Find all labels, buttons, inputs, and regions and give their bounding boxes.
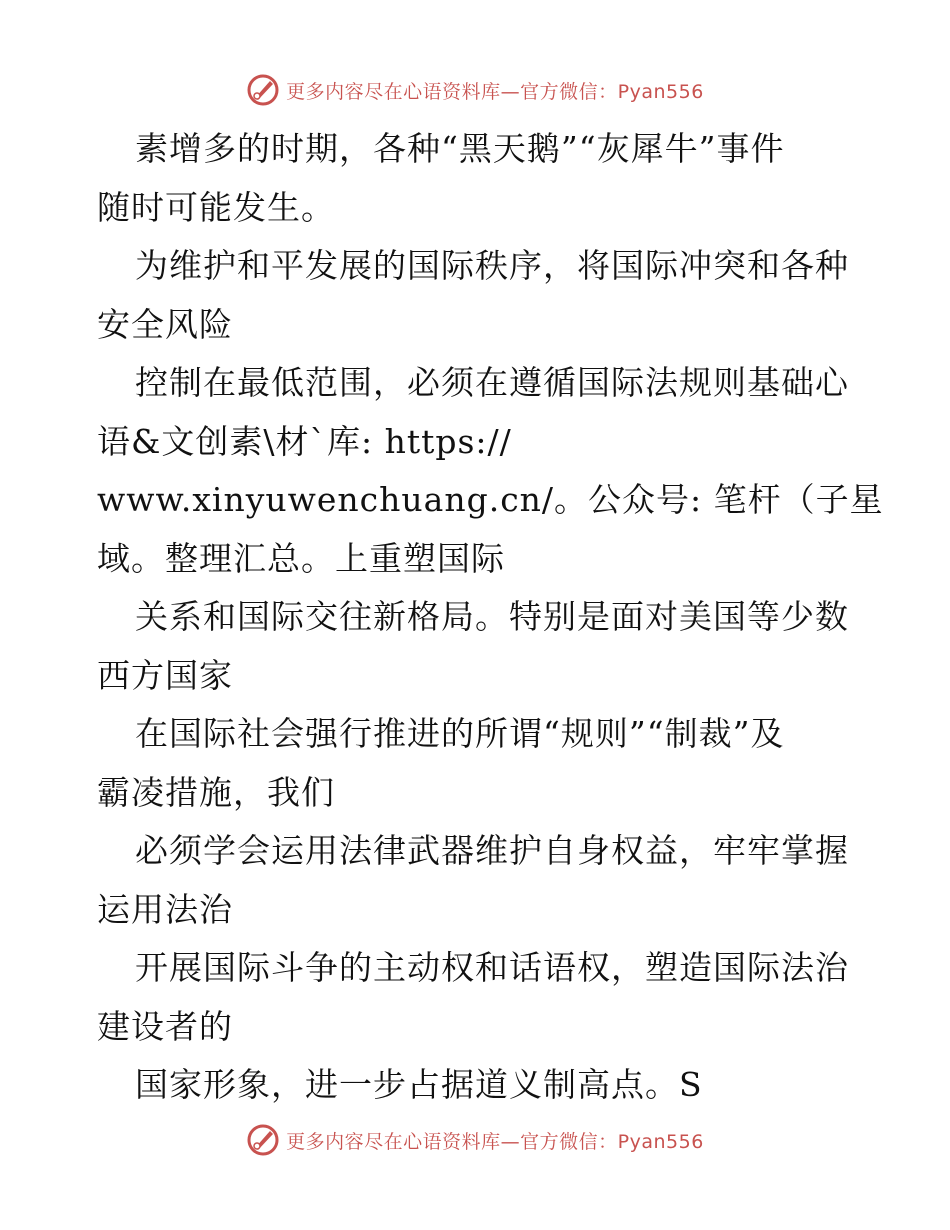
text-line: 为维护和平发展的国际秩序，将国际冲突和各种 — [135, 246, 849, 285]
footer-watermark — [0, 1122, 950, 1158]
text-line: 运用法治 — [97, 889, 233, 929]
text-line: 关系和国际交往新格局。特别是面对美国等少数 — [135, 597, 849, 636]
text-line: 必须学会运用法律武器维护自身权益，牢牢掌握 — [135, 831, 849, 870]
watermark-text: 更多内容尽在心语资料库—官方微信：Pyan556 — [286, 80, 704, 103]
text-line: 控制在最低范围，必须在遵循国际法规则基础心 — [135, 363, 849, 402]
text-line: 在国际社会强行推进的所谓“规则”“制裁”及 — [135, 714, 785, 753]
text-line: 素增多的时期，各种“黑天鹅”“灰犀牛”事件 — [135, 129, 785, 168]
text-line: www.xinyuwenchuang.cn/。公众号: 笔杆（子星 — [97, 480, 884, 519]
text-line: 语&文创素\材`库: https:// — [97, 421, 512, 461]
text-line: 霸凌措施，我们 — [97, 772, 335, 812]
text-line: 西方国家 — [97, 655, 233, 695]
text-line: 随时可能发生。 — [97, 187, 335, 227]
text-line: 开展国际斗争的主动权和话语权，塑造国际法治 — [135, 948, 849, 987]
text-line: 安全风险 — [97, 304, 233, 344]
watermark-text: 更多内容尽在心语资料库—官方微信：Pyan556 — [286, 1130, 704, 1153]
quill-seal-icon — [246, 73, 280, 107]
text-line: 域。整理汇总。上重塑国际 — [97, 538, 505, 578]
text-line: 国家形象，进一步占据道义制高点。S — [135, 1065, 703, 1104]
header-watermark — [0, 72, 950, 108]
document-body — [97, 120, 884, 1115]
quill-seal-icon — [246, 1123, 280, 1157]
text-line: 建设者的 — [97, 1006, 233, 1046]
